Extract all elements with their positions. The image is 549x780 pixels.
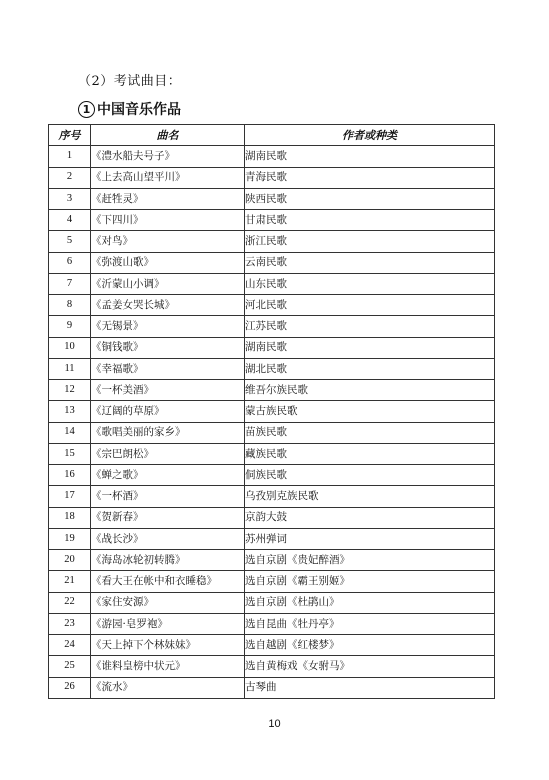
song-author: 选自京剧《贵妃醉酒》 [245,550,495,571]
song-author: 古琴曲 [245,677,495,698]
row-number: 11 [49,358,91,379]
table-row [49,146,495,167]
row-number: 6 [49,252,91,273]
table-row [49,316,495,337]
song-author: 蒙古族民歌 [245,401,495,422]
song-author: 选自京剧《杜鹃山》 [245,592,495,613]
row-number: 23 [49,613,91,634]
row-number: 20 [49,550,91,571]
section-number: 1 [78,101,95,118]
song-author: 湖南民歌 [245,337,495,358]
page-heading: （2）考试曲目： [78,74,182,89]
song-title: 《无锡景》 [91,316,245,337]
row-number: 1 [49,146,91,167]
row-number: 15 [49,443,91,464]
row-number: 3 [49,188,91,209]
song-author: 陕西民歌 [245,188,495,209]
song-title: 《赶牲灵》 [91,188,245,209]
song-title: 《幸福歌》 [91,358,245,379]
song-title: 《贺新春》 [91,507,245,528]
song-title: 《弥渡山歌》 [91,252,245,273]
song-author: 京韵大鼓 [245,507,495,528]
song-title: 《下四川》 [91,210,245,231]
song-title: 《游园·皂罗袍》 [91,613,245,634]
song-author: 选自黄梅戏《女驸马》 [245,656,495,677]
song-author: 青海民歌 [245,167,495,188]
song-author: 云南民歌 [245,252,495,273]
table-row [49,401,495,422]
table-row [49,380,495,401]
row-number: 8 [49,295,91,316]
row-number: 22 [49,592,91,613]
row-number: 16 [49,465,91,486]
song-title: 《家住安源》 [91,592,245,613]
row-number: 9 [49,316,91,337]
table-row [49,273,495,294]
song-title: 《宗巴朗松》 [91,443,245,464]
song-title: 《天上掉下个林妹妹》 [91,635,245,656]
row-number: 10 [49,337,91,358]
row-number: 26 [49,677,91,698]
section-title-text: 中国音乐作品 [97,102,181,118]
row-number: 14 [49,422,91,443]
song-author: 藏族民歌 [245,443,495,464]
row-number: 21 [49,571,91,592]
row-number: 4 [49,210,91,231]
page-number: 10 [268,718,281,730]
song-title: 《澧水船夫号子》 [91,146,245,167]
row-number: 17 [49,486,91,507]
song-title: 《流水》 [91,677,245,698]
row-number: 13 [49,401,91,422]
song-author: 选自昆曲《牡丹亭》 [245,613,495,634]
song-author: 乌孜别克族民歌 [245,486,495,507]
song-author: 选自越剧《红楼梦》 [245,635,495,656]
table-row [49,613,495,634]
table-row [49,295,495,316]
table-row [49,677,495,698]
song-author: 苗族民歌 [245,422,495,443]
row-number: 7 [49,273,91,294]
song-title: 《看大王在帐中和衣睡稳》 [91,571,245,592]
section-title [78,99,181,119]
song-author: 河北民歌 [245,295,495,316]
table-row [49,210,495,231]
table-row [49,528,495,549]
table-row [49,188,495,209]
table-row [49,337,495,358]
song-title: 《一杯美酒》 [91,380,245,401]
song-title: 《上去高山望平川》 [91,167,245,188]
song-author: 山东民歌 [245,273,495,294]
table-header-row [49,125,495,146]
table-row [49,252,495,273]
song-title: 《一杯酒》 [91,486,245,507]
song-author: 湖北民歌 [245,358,495,379]
row-number: 24 [49,635,91,656]
table-row [49,656,495,677]
table-row [49,231,495,252]
table-row [49,358,495,379]
song-title: 《海岛冰轮初转腾》 [91,550,245,571]
table-row [49,167,495,188]
song-title: 《战长沙》 [91,528,245,549]
song-author: 湖南民歌 [245,146,495,167]
song-title: 《蝉之歌》 [91,465,245,486]
table-row [49,592,495,613]
song-author: 苏州弹词 [245,528,495,549]
song-title: 《铜钱歌》 [91,337,245,358]
table-row [49,550,495,571]
song-author: 江苏民歌 [245,316,495,337]
song-table [48,124,495,699]
song-author: 侗族民歌 [245,465,495,486]
header-title: 曲名 [91,125,245,146]
table-row [49,486,495,507]
header-number: 序号 [49,125,91,146]
row-number: 2 [49,167,91,188]
song-author: 选自京剧《霸王别姬》 [245,571,495,592]
table-row [49,635,495,656]
table-row [49,507,495,528]
song-author: 维吾尔族民歌 [245,380,495,401]
row-number: 25 [49,656,91,677]
song-author: 甘肃民歌 [245,210,495,231]
table-row [49,422,495,443]
song-author: 浙江民歌 [245,231,495,252]
table-row [49,443,495,464]
table-row [49,571,495,592]
row-number: 19 [49,528,91,549]
row-number: 5 [49,231,91,252]
song-title: 《对鸟》 [91,231,245,252]
song-title: 《谁料皇榜中状元》 [91,656,245,677]
song-title: 《孟姜女哭长城》 [91,295,245,316]
song-title: 《歌唱美丽的家乡》 [91,422,245,443]
row-number: 12 [49,380,91,401]
row-number: 18 [49,507,91,528]
header-author: 作者或种类 [245,125,495,146]
table-row [49,465,495,486]
song-title: 《沂蒙山小调》 [91,273,245,294]
song-title: 《辽阔的草原》 [91,401,245,422]
